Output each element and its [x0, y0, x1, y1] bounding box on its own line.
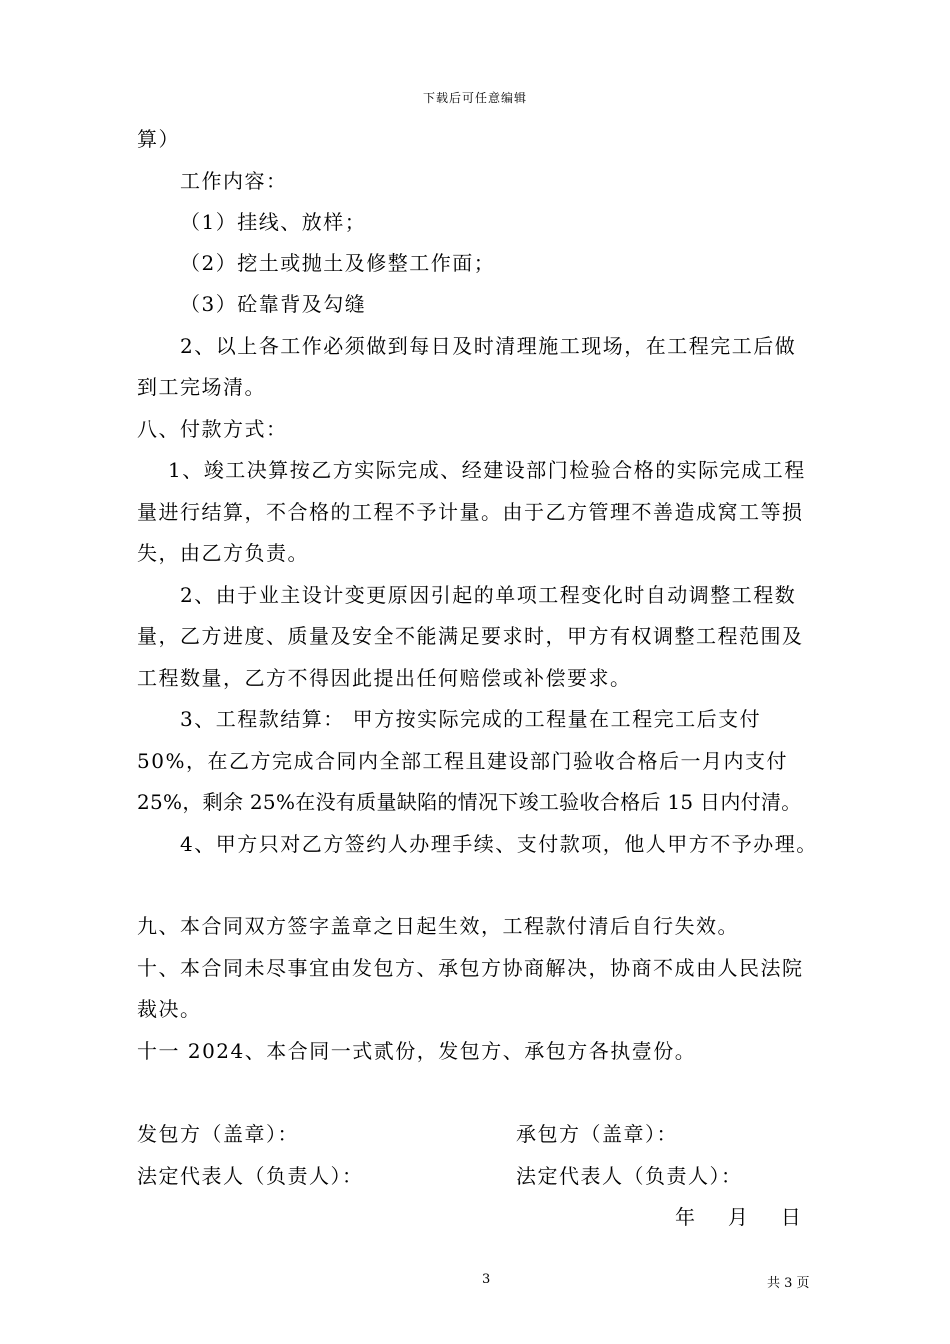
header-note: 下载后可任意编辑: [422, 91, 527, 105]
page-number: 3: [482, 1272, 491, 1287]
total-pages: 共 3 页: [767, 1276, 810, 1291]
paragraph-line: 2、由于业主设计变更原因引起的单项工程变化时自动调整工程数: [180, 583, 797, 607]
party-a-rep-label: 法定代表人（负责人）：: [137, 1164, 364, 1188]
paragraph-line: 十、本合同未尽事宜由发包方、承包方协商解决，协商不成由人民法院: [137, 956, 804, 980]
paragraph-line: 到工完场清。: [137, 375, 266, 399]
paragraph-line: 50%，在乙方完成合同内全部工程且建设部门验收合格后一月内支付: [137, 749, 788, 773]
paragraph-line: 3、工程款结算： 甲方按实际完成的工程量在工程完工后支付: [180, 707, 762, 731]
paragraph-line: 十一 2024、本合同一式贰份，发包方、承包方各执壹份。: [137, 1039, 697, 1063]
paragraph-line: 量，乙方进度、质量及安全不能满足要求时，甲方有权调整工程范围及: [137, 624, 804, 648]
date-line: 年 月 日: [675, 1205, 803, 1229]
section-heading: 八、付款方式：: [137, 417, 288, 441]
list-item: （2）挖土或抛土及修整工作面；: [180, 251, 496, 275]
paragraph-line: 2、以上各工作必须做到每日及时清理施工现场，在工程完工后做: [180, 334, 797, 358]
list-item: （1）挂线、放样；: [180, 210, 367, 234]
paragraph-line: 工程数量，乙方不得因此提出任何赔偿或补偿要求。: [137, 666, 632, 690]
party-b-rep-label: 法定代表人（负责人）：: [516, 1164, 743, 1188]
section-heading: 工作内容：: [180, 169, 288, 193]
paragraph-line: 量进行结算，不合格的工程不予计量。由于乙方管理不善造成窝工等损: [137, 500, 804, 524]
paragraph-line: 25%，剩余 25%在没有质量缺陷的情况下竣工验收合格后 15 日内付清。: [137, 790, 802, 814]
paragraph-line: 算）: [137, 127, 180, 151]
paragraph-line: 4、甲方只对乙方签约人办理手续、支付款项，他人甲方不予办理。: [180, 832, 818, 856]
paragraph-line: 九、本合同双方签字盖章之日起生效，工程款付清后自行失效。: [137, 914, 739, 938]
party-a-seal-label: 发包方（盖章）：: [137, 1122, 299, 1146]
list-item: （3）砼靠背及勾缝: [180, 292, 367, 316]
paragraph-line: 裁决。: [137, 997, 202, 1021]
paragraph-line: 1、竣工决算按乙方实际完成、经建设部门检验合格的实际完成工程: [168, 458, 806, 482]
paragraph-line: 失，由乙方负责。: [137, 541, 309, 565]
party-b-seal-label: 承包方（盖章）：: [516, 1122, 678, 1146]
